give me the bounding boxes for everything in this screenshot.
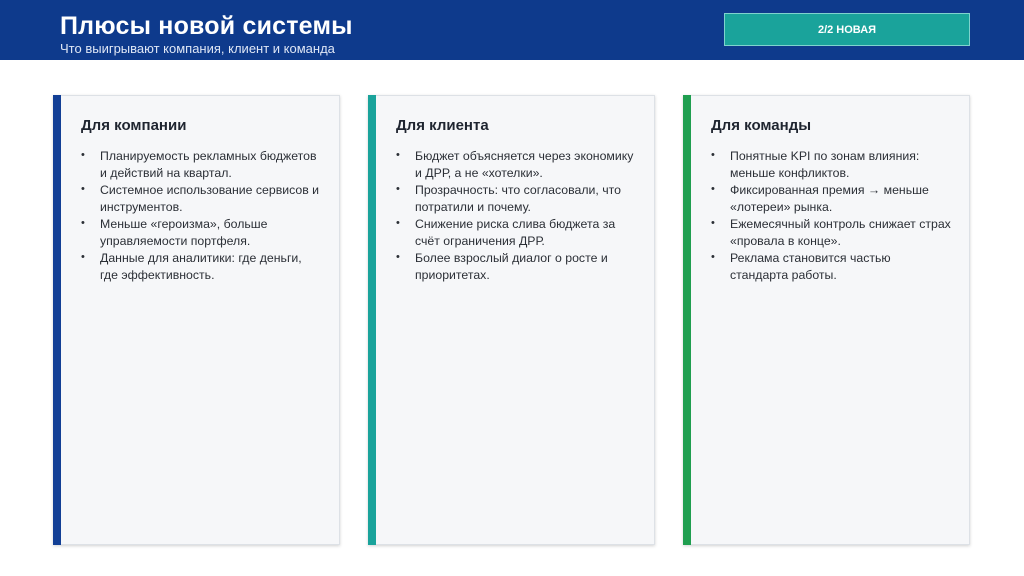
card-list xyxy=(81,148,321,284)
list-item: • Меньше «героизма», больше управляемости портфеля. xyxy=(81,216,321,249)
list-item: • Системное использование сервисов и инструментов. xyxy=(81,182,321,215)
card-title: Для команды xyxy=(711,117,812,134)
card-list xyxy=(711,148,951,284)
list-item: • Данные для аналитики: где деньги, где эффективность. xyxy=(81,250,321,283)
card-client xyxy=(368,95,655,545)
list-item: • Снижение риска слива бюджета за счёт ограничения ДРР. xyxy=(396,216,636,249)
card-team xyxy=(683,95,970,545)
list-item: • Более взрослый диалог о росте и приоритетах. xyxy=(396,250,636,283)
list-item: • Фиксированная премия → меньше «лотереи» рынка. xyxy=(711,182,951,215)
card-accent-bar xyxy=(53,95,61,545)
card-company xyxy=(53,95,340,545)
card-accent-bar xyxy=(368,95,376,545)
list-item: • Планируемость рекламных бюджетов и действий на квартал. xyxy=(81,148,321,181)
card-title: Для компании xyxy=(81,117,187,134)
list-item: • Реклама становится частью стандарта работы. xyxy=(711,250,951,283)
slide-badge: 2/2 НОВАЯ xyxy=(724,13,970,46)
list-item: • Бюджет объясняется через экономику и ДРР, а не «хотелки». xyxy=(396,148,636,181)
card-list xyxy=(396,148,636,284)
card-accent-bar xyxy=(683,95,691,545)
header-bar xyxy=(0,0,1024,60)
card-title: Для клиента xyxy=(396,117,489,134)
list-item: • Прозрачность: что согласовали, что потратили и почему. xyxy=(396,182,636,215)
page-title: Плюсы новой системы xyxy=(60,12,353,40)
list-item: • Понятные KPI по зонам влияния: меньше конфликтов. xyxy=(711,148,951,181)
list-item: • Ежемесячный контроль снижает страх «провала в конце». xyxy=(711,216,951,249)
page-subtitle: Что выигрывают компания, клиент и команда xyxy=(60,41,335,56)
